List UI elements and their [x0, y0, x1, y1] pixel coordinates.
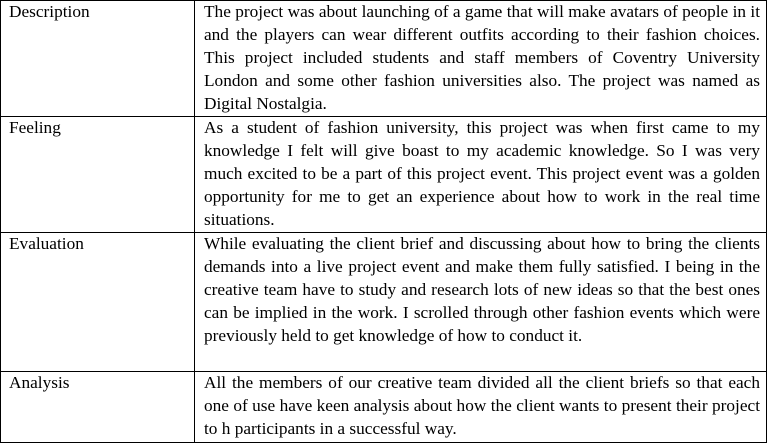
row-label-analysis: Analysis [9, 372, 70, 392]
row-label-description: Description [9, 2, 90, 21]
row-label-cell [1, 116, 195, 232]
table-row-analysis [1, 371, 767, 442]
row-text-description: The project was about launching of a game that will make avatars of people in it and the players can wear different outfits according to their fashion choices. This project included students and staff members of Coventry University London and some other fashion universities also. The project was named as Digital Nostalgia. [204, 2, 760, 114]
table-row-description [1, 1, 767, 117]
row-content-cell [195, 371, 767, 442]
row-text-feeling: As a student of fashion university, this project was when first came to my knowledge I felt will give boast to my academic knowledge. So I was very much excited to be a part of this project event. This project event was a golden opportunity for me to get an experience about how to work in the real time situations. [204, 117, 760, 229]
row-label-cell [1, 371, 195, 442]
row-text-evaluation: While evaluating the client brief and discussing about how to bring the clients demands into a live project event and make them fully satisfied. I being in the creative team have to study and research lots of new ideas so that the best ones can be implied in the work. I scrolled through other fashion events which were previously held to get knowledge of how to conduct it. [204, 233, 760, 346]
row-content-cell [195, 232, 767, 371]
row-label-cell [1, 232, 195, 371]
row-content-cell [195, 116, 767, 232]
row-label-evaluation: Evaluation [9, 233, 84, 253]
table-row-evaluation [1, 232, 767, 371]
row-label-feeling: Feeling [9, 117, 61, 137]
row-label-cell [1, 1, 195, 117]
row-content-cell [195, 1, 767, 117]
table-row-feeling [1, 116, 767, 232]
row-text-analysis: All the members of our creative team divided all the client briefs so that each one of use have keen analysis about how the client wants to present their project to h participants in a successful way. [204, 372, 760, 439]
